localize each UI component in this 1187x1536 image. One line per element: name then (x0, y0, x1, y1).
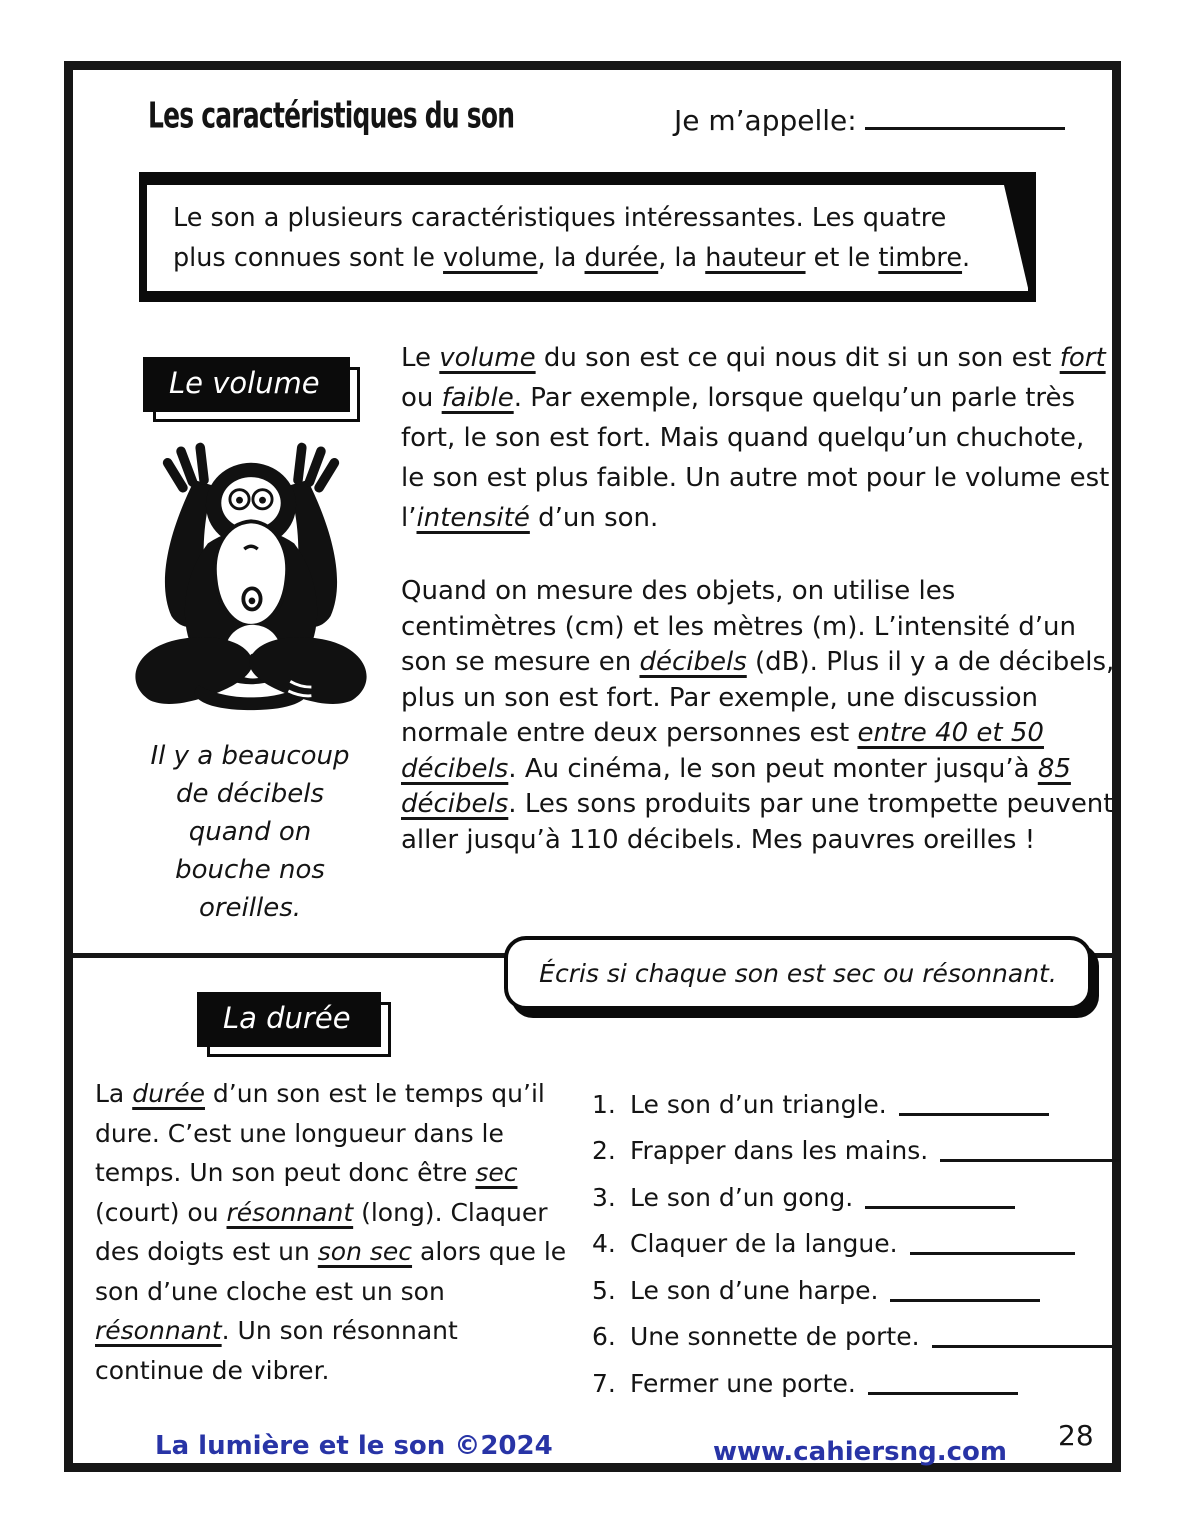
quiz-answer-blank[interactable] (940, 1132, 1120, 1163)
quiz-number: 7. (592, 1368, 616, 1398)
caption-line: bouche nos (175, 855, 325, 885)
quiz-answer-blank[interactable] (890, 1271, 1040, 1302)
quiz-number: 1. (592, 1089, 616, 1119)
quiz-number: 3. (592, 1182, 616, 1212)
quiz-item-1 (592, 1072, 1112, 1119)
quiz-text: Claquer de la langue. (630, 1229, 898, 1258)
intro-box-inner (147, 185, 1028, 291)
quiz-list (592, 1072, 1112, 1398)
page-title: Les caractéristiques du son (148, 94, 515, 137)
intro-text-line-2: plus connues sont le volume, la durée, la hauteur et le timbre. (173, 243, 971, 273)
page-number: 28 (1058, 1419, 1094, 1452)
quiz-number: 6. (592, 1322, 616, 1351)
quiz-text: Fermer une porte. (630, 1368, 856, 1398)
quiz-text: Le son d’un triangle. (630, 1089, 887, 1119)
section-label-duree (197, 992, 381, 1047)
quiz-number: 5. (592, 1275, 616, 1305)
quiz-item-4 (592, 1212, 1112, 1259)
quiz-item-7 (592, 1351, 1112, 1398)
quiz-text: Une sonnette de porte. (630, 1322, 920, 1351)
section-label-volume (143, 357, 350, 412)
quiz-number: 2. (592, 1136, 616, 1165)
monkey-covering-ears-illustration (112, 428, 390, 724)
volume-paragraph-2: Quand on mesure des objets, on utilise les centimètres (cm) et les mètres (m). L’intensité d’un son se mesure en décibels (dB). Plus il y a de décibels, plus un son est fort. Par exemple, une discussion normale entre deux personnes est entre 40 et 50 décibels. Au cinéma, le son peut monter jusqu’à 85 décibels. Les sons produits par une trompette peuvent aller jusqu’à 110 décibels. Mes pauvres oreilles ! (401, 576, 1115, 855)
quiz-answer-blank[interactable] (865, 1178, 1015, 1209)
quiz-item-2 (592, 1119, 1112, 1166)
quiz-number: 4. (592, 1229, 616, 1258)
section-label-duree-text: La durée (197, 992, 381, 1047)
monkey-caption (98, 737, 402, 927)
caption-line: Il y a beaucoup (150, 741, 350, 771)
volume-paragraph-1: Le volume du son est ce qui nous dit si un son est fort ou faible. Par exemple, lorsque quelqu’un parle très fort, le son est fort. Mais quand quelqu’un chuchote, le son est plus faible. Un autre mot pour le volume est l’intensité d’un son. (401, 343, 1110, 533)
name-label: Je m’appelle: (674, 104, 857, 137)
name-blank-line[interactable] (865, 99, 1065, 130)
quiz-item-3 (592, 1165, 1112, 1212)
footer-copyright: La lumière et le son ©2024 (155, 1431, 553, 1461)
section-label-volume-text: Le volume (143, 357, 350, 412)
intro-box (139, 172, 1036, 302)
caption-line: quand on (188, 817, 312, 847)
instruction-callout: Écris si chaque son est sec ou résonnant. (504, 936, 1092, 1010)
quiz-answer-blank[interactable] (899, 1085, 1049, 1116)
quiz-text: Le son d’une harpe. (630, 1275, 879, 1305)
name-row (674, 99, 1065, 137)
caption-line: de décibels (175, 779, 325, 809)
footer-website: www.cahiersng.com (713, 1437, 1007, 1467)
duree-paragraph: La durée d’un son est le temps qu’il dure. C’est une longueur dans le temps. Un son peut donc être sec (court) ou résonnant (long). Claquer des doigts est un son sec alors que le son d’une cloche est un son résonnant. Un son résonnant continue de vibrer. (95, 1079, 567, 1385)
quiz-answer-blank[interactable] (910, 1225, 1075, 1256)
quiz-text: Frapper dans les mains. (630, 1136, 929, 1165)
quiz-item-6 (592, 1305, 1112, 1352)
caption-line: oreilles. (198, 893, 302, 923)
quiz-item-5 (592, 1258, 1112, 1305)
quiz-answer-blank[interactable] (932, 1318, 1112, 1349)
quiz-answer-blank[interactable] (868, 1364, 1018, 1395)
quiz-text: Le son d’un gong. (630, 1182, 854, 1212)
intro-text-line-1: Le son a plusieurs caractéristiques intéressantes. Les quatre (173, 203, 947, 233)
